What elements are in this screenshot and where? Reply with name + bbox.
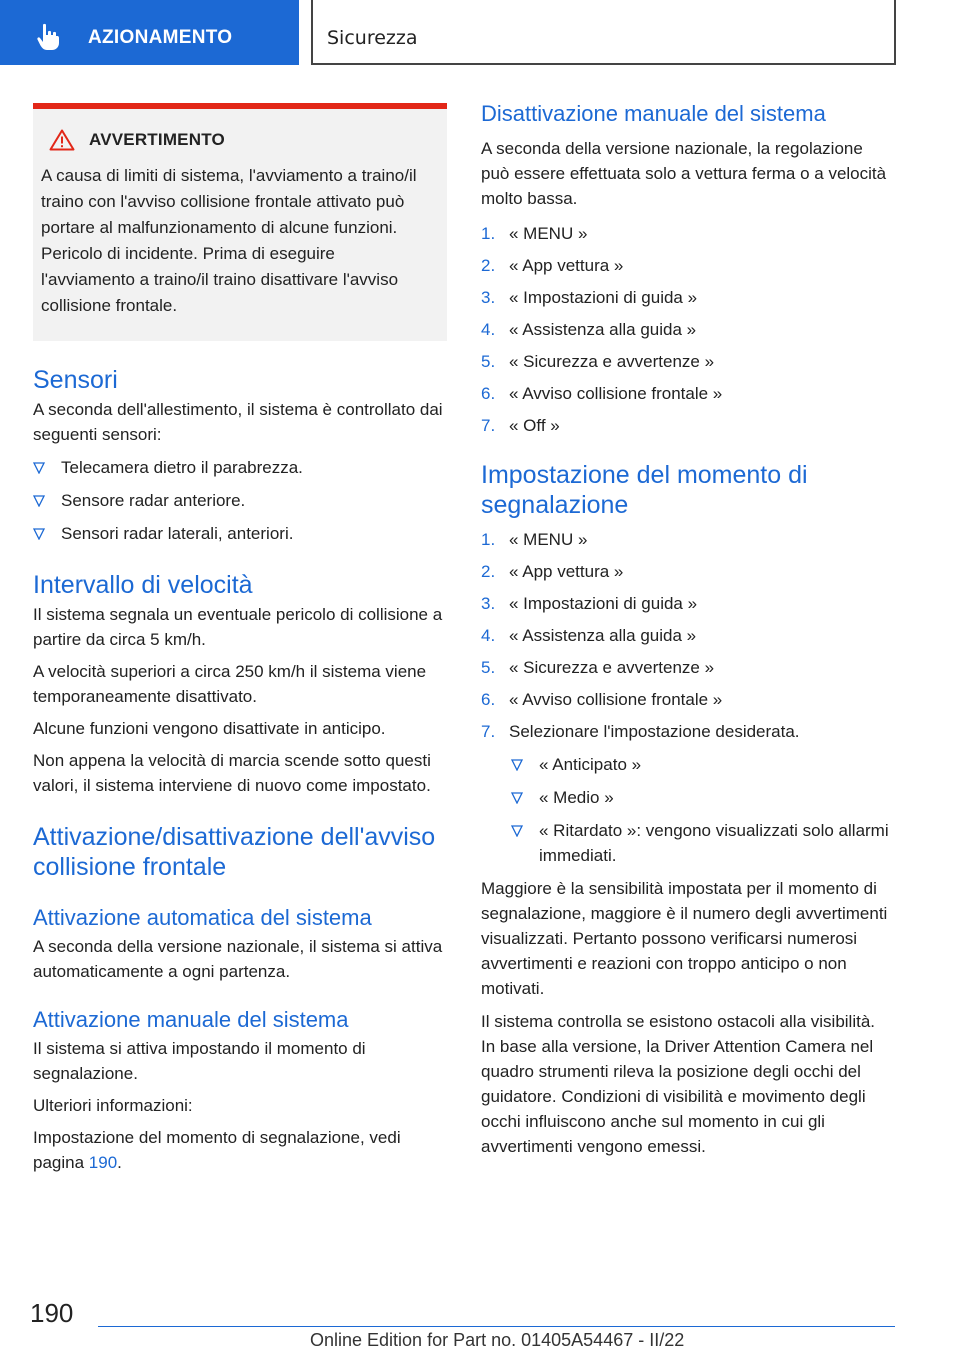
list-item: Sensori radar laterali, anteriori. <box>33 521 447 546</box>
chapter-tab[interactable] <box>0 0 299 65</box>
list-item: 6. « Avviso collisione frontale » <box>481 384 723 403</box>
page-number: 190 <box>30 1298 74 1328</box>
chapter-title: AZIONAMENTO <box>88 27 233 48</box>
list-item: 2. « App vettura » <box>481 562 624 581</box>
list-item: 5. « Sicurezza e avvertenze » <box>481 658 715 677</box>
sensori-intro: A seconda dell'allestimento, il sistema è controllato dai seguenti sensori: <box>33 400 443 444</box>
list-item: « Medio » <box>511 785 893 810</box>
bullet-triangle-icon <box>511 759 523 771</box>
footer-edition: Online Edition for Part no. 01405A54467 - II/22 <box>310 1330 685 1350</box>
right-column <box>481 100 893 1159</box>
heading-momento: Impostazione del momento di segnalazione <box>481 461 808 519</box>
list-item: « Ritardato »: vengono visualizzati solo allarmi immediati. <box>511 818 893 868</box>
heading-manuale: Attivazione manuale del sistema <box>33 1007 349 1032</box>
momento-steps <box>481 527 893 744</box>
warning-title: AVVERTIMENTO <box>89 130 225 149</box>
velocita-p1: Il sistema segnala un eventuale pericolo di collisione a partire da circa 5 km/h. <box>33 605 443 649</box>
list-item: 2. « App vettura » <box>481 256 624 275</box>
disattivazione-steps <box>481 221 893 438</box>
footer-divider <box>98 1326 895 1327</box>
momento-p1: Maggiore è la sensibilità impostata per il momento di segnalazione, maggiore è il numero degli avvertimenti visualizzati. Pertanto possono verificarsi numerosi avvertimenti e reazioni con troppo anticipo o non motivati. <box>481 879 888 998</box>
momento-p2: Il sistema controlla se esistono ostacoli alla visibilità. In base alla versione, la Driver Attention Camera nel quadro strumenti rileva la posizione degli occhi del guidatore. Condizioni di visibilità e movimento degli occhi influiscono anche sul momento in cui gli avvertimenti vengono emessi. <box>481 1012 876 1156</box>
heading-sensori: Sensori <box>33 366 118 394</box>
manuale-text: Il sistema si attiva impostando il momento di segnalazione. <box>33 1039 366 1083</box>
warning-box <box>33 103 447 341</box>
page-link[interactable]: 190 <box>88 1153 118 1172</box>
list-item: 4. « Assistenza alla guida » <box>481 320 697 339</box>
velocita-p2: A velocità superiori a circa 250 km/h il sistema viene temporaneamente disattivato. <box>33 662 427 706</box>
disattivazione-intro: A seconda della versione nazionale, la regolazione può essere effettuata solo a vettura ferma o a velocità molto bassa. <box>481 139 887 208</box>
sensori-list <box>33 455 447 546</box>
list-item: Sensore radar anteriore. <box>33 488 447 513</box>
bullet-triangle-icon <box>33 495 45 507</box>
section-header <box>311 0 896 65</box>
heading-velocita: Intervallo di velocità <box>33 571 253 599</box>
heading-attivazione: Attivazione/disattivazione dell'avviso collisione frontale <box>33 823 436 881</box>
list-item: Telecamera dietro il parabrezza. <box>33 455 447 480</box>
bullet-triangle-icon <box>511 825 523 837</box>
heading-auto: Attivazione automatica del sistema <box>33 905 372 930</box>
momento-options <box>511 752 893 868</box>
list-item: « Anticipato » <box>511 752 893 777</box>
list-item: 4. « Assistenza alla guida » <box>481 626 697 645</box>
bullet-triangle-icon <box>33 528 45 540</box>
list-item: 5. « Sicurezza e avvertenze » <box>481 352 715 371</box>
velocita-p4: Non appena la velocità di marcia scende sotto questi valori, il sistema interviene di nuovo come impostato. <box>33 751 431 795</box>
hand-pointer-icon <box>34 22 64 52</box>
list-item: 3. « Impostazioni di guida » <box>481 594 698 613</box>
bullet-triangle-icon <box>511 792 523 804</box>
warning-header <box>49 129 433 151</box>
left-column <box>33 103 447 1175</box>
velocita-p3: Alcune funzioni vengono disattivate in anticipo. <box>33 719 386 738</box>
list-item: 7. Selezionare l'impostazione desiderata. <box>481 722 800 741</box>
section-title: Sicurezza <box>327 27 418 49</box>
bullet-triangle-icon <box>33 462 45 474</box>
page-reference: Impostazione del momento di segnalazione, vedi pagina 190. <box>33 1128 401 1172</box>
list-item: 7. « Off » <box>481 416 560 435</box>
warning-triangle-icon <box>49 129 75 151</box>
auto-text: A seconda della versione nazionale, il sistema si attiva automaticamente a ogni partenza. <box>33 937 443 981</box>
more-info: Ulteriori informazioni: <box>33 1096 193 1115</box>
warning-text: A causa di limiti di sistema, l'avviamento a traino/il traino con l'avviso collisione frontale attivato può portare al malfunzionamento di alcune funzioni. Pericolo di incidente. Prima di eseguire l'avviamento a traino/il traino disattivare l'avviso collisione frontale. <box>41 166 417 315</box>
list-item: 6. « Avviso collisione frontale » <box>481 690 723 709</box>
list-item: 1. « MENU » <box>481 530 588 549</box>
heading-disattivazione: Disattivazione manuale del sistema <box>481 101 826 126</box>
list-item: 3. « Impostazioni di guida » <box>481 288 698 307</box>
list-item: 1. « MENU » <box>481 224 588 243</box>
